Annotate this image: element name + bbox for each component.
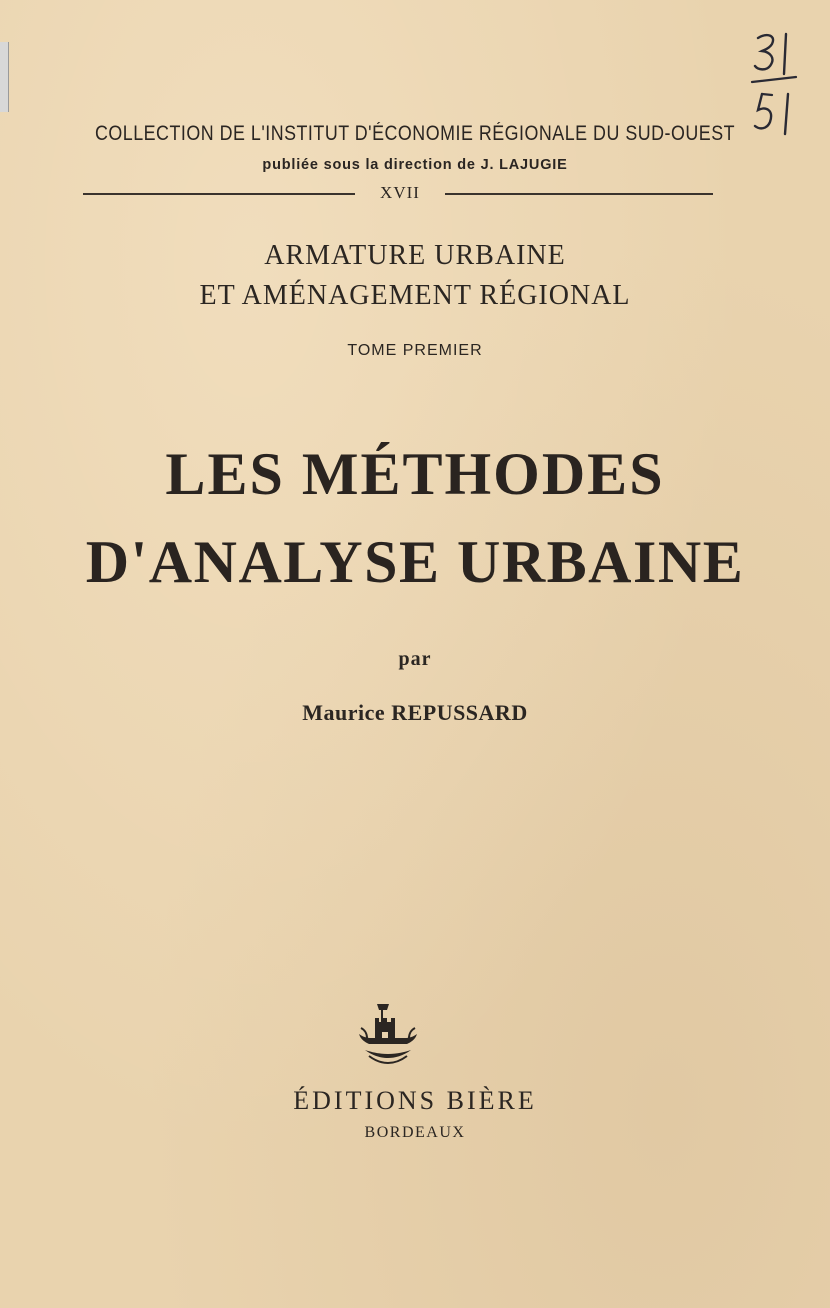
book-title-line-1: LES MÉTHODES: [165, 441, 665, 507]
ship-castle-emblem-icon: [355, 1000, 421, 1066]
publisher-city: BORDEAUX: [364, 1124, 466, 1141]
by-label: par: [398, 648, 432, 670]
author-name: Maurice REPUSSARD: [302, 700, 528, 725]
publisher-name: ÉDITIONS BIÈRE: [293, 1086, 537, 1115]
series-title-line-1: ARMATURE URBAINE: [264, 240, 566, 271]
book-title-line-2: D'ANALYSE URBAINE: [85, 529, 745, 595]
series-title-line-2: ET AMÉNAGEMENT RÉGIONAL: [199, 280, 631, 311]
tome-label: TOME PREMIER: [347, 342, 483, 359]
volume-number: XVII: [380, 183, 420, 202]
series-editor: publiée sous la direction de J. LAJUGIE: [262, 157, 568, 173]
divider-rule-right: [445, 193, 713, 195]
volume-divider: [83, 183, 713, 205]
scan-edge-tab: [0, 42, 9, 112]
divider-rule-left: [83, 193, 355, 195]
collection-name: COLLECTION DE L'INSTITUT D'ÉCONOMIE RÉGIONALE DU SUD-OUEST: [94, 122, 736, 145]
